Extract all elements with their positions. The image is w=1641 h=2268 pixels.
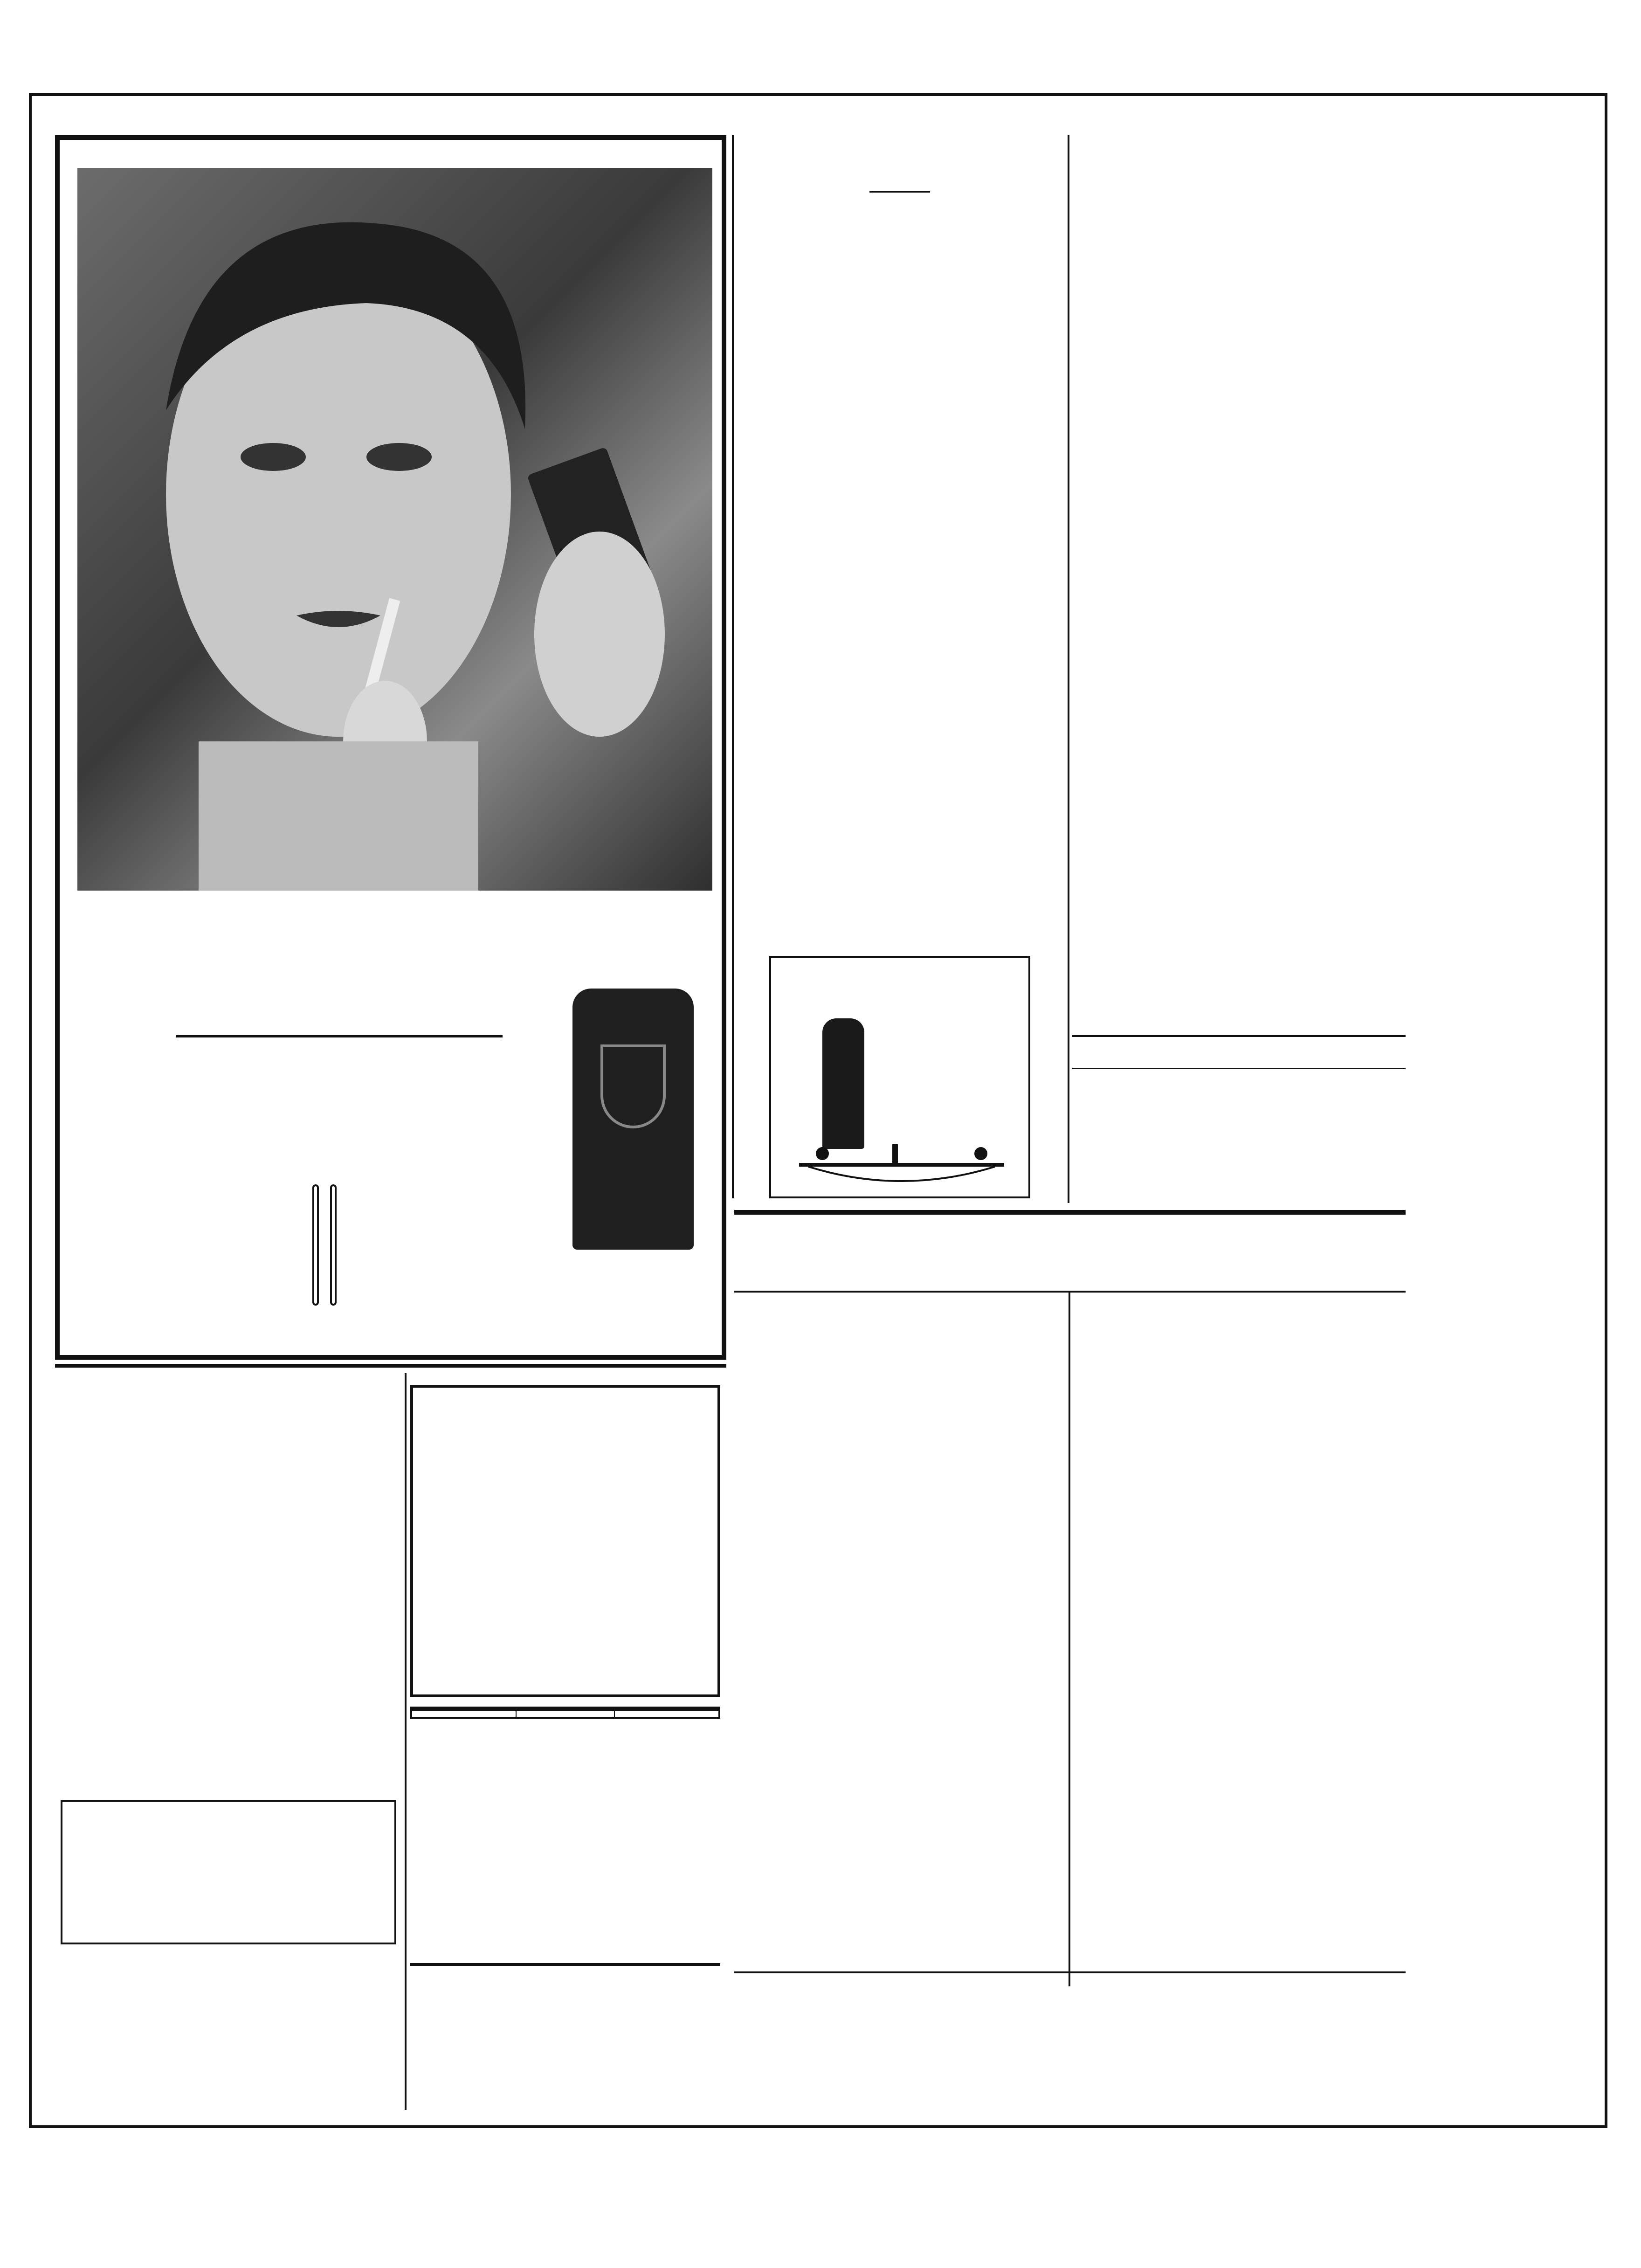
rule: [734, 1971, 1406, 1973]
calem-ad: [769, 956, 1030, 1198]
natal-ad: [410, 1385, 720, 1697]
crest-icon: [600, 1044, 666, 1128]
lipstick-icon: [312, 1184, 319, 1306]
rates-header: [411, 1710, 516, 1718]
barros-contact: [410, 1971, 720, 1974]
divider: [176, 1035, 503, 1037]
cambios-section: [410, 1707, 720, 1719]
woman-lipstick-photo: [77, 168, 712, 891]
column-rule: [732, 135, 734, 1198]
bottle-icon: [822, 1018, 864, 1149]
column-rule: [1068, 135, 1069, 1203]
lipstick-icon: [330, 1184, 337, 1306]
portrait-photo: [77, 168, 712, 891]
rule: [55, 1364, 726, 1368]
rates-header: [516, 1710, 614, 1718]
leandro-ad: [61, 1800, 396, 1944]
divider: [869, 191, 930, 193]
lipstick-case-image: [572, 989, 694, 1250]
barros-ad: [410, 1963, 720, 2075]
divider: [1072, 1068, 1406, 1069]
lottery-left: [741, 1294, 1068, 1300]
column-rule: [1069, 1292, 1070, 1986]
rates-table: [410, 1709, 720, 1719]
column-rule: [405, 1373, 407, 2110]
divider: [1072, 1035, 1406, 1037]
dinner-table-illustration: [790, 1144, 1014, 1196]
baton-ad: [55, 135, 726, 1360]
rates-header: [614, 1710, 719, 1718]
rule: [734, 1210, 1406, 1215]
